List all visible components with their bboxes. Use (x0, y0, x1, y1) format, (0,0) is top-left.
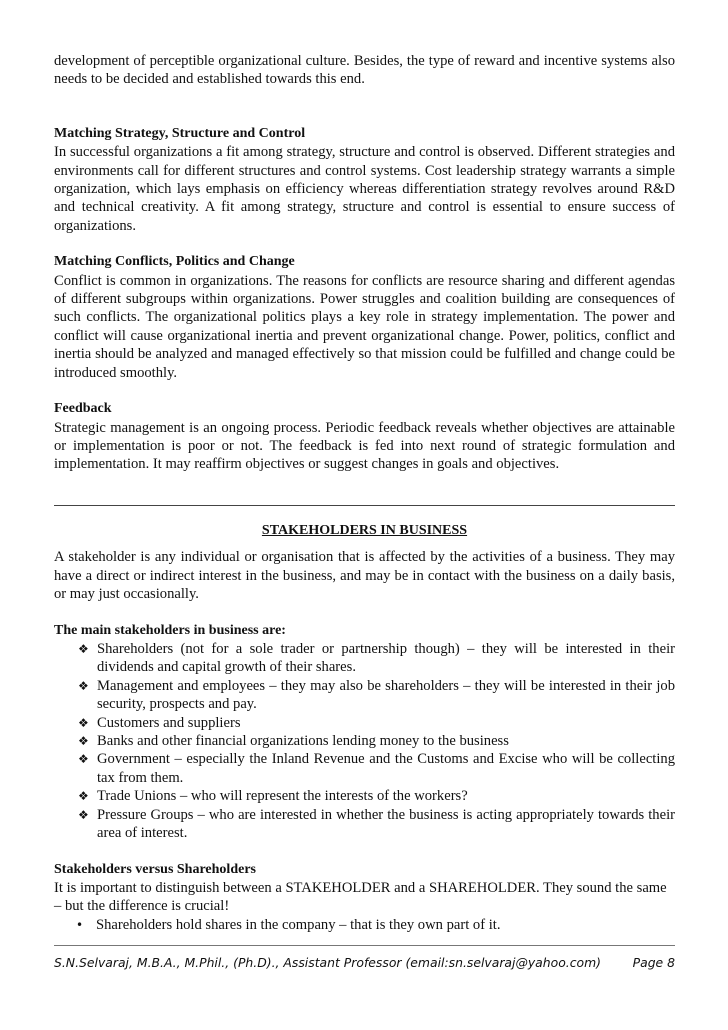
stakeholders-list (54, 640, 675, 842)
paragraph-stakeholders-vs-shareholders: It is important to distinguish between a STAKEHOLDER and a SHAREHOLDER. They sound the same – but the difference is crucial! (54, 879, 667, 915)
footer-divider (54, 945, 675, 946)
paragraph-matching-conflicts: Conflict is common in organizations. The reasons for conflicts are resource sharing and different agendas of different subgroups within organizations. Power struggles and coalition building are consequences of such conflicts. The organizational politics plays a key role in strategy implementation. The power and conflict will cause organizational inertia and prevent organizational change. Power, politics, conflict and inertia should be analyzed and managed effectively so that mission could be fulfilled and change could be introduced smoothly. (54, 272, 675, 381)
heading-matching-strategy: Matching Strategy, Structure and Control (54, 125, 306, 141)
stakeholder-definition: A stakeholder is any individual or organisation that is affected by the activities of a business. They may have a direct or indirect interest in the business, and may be in contact with the business on a daily basis, or may just occasionally. (54, 549, 675, 603)
list-item: ❖ Customers and suppliers (78, 714, 241, 731)
footer-author: S.N.Selvaraj, M.B.A., M.Phil., (Ph.D)., Assistant Professor (email:sn.selvaraj@yahoo.com) (54, 955, 602, 970)
intro-paragraph: development of perceptible organizational culture. Besides, the type of reward and incentive systems also needs to be decided and established towards this end. (54, 53, 675, 88)
heading-stakeholders-vs-shareholders: Stakeholders versus Shareholders (54, 861, 256, 877)
list-item: ❖ Shareholders (not for a sole trader or partnership though) – they will be interested in their dividends and capital growth of their shares. (78, 641, 675, 676)
diamond-bullet-icon: ❖ (78, 715, 89, 730)
document-page (54, 52, 675, 474)
paragraph-feedback: Strategic management is an ongoing process. Periodic feedback reveals whether objectives are attainable or implementation is poor or not. The feedback is fed into next round of strategic formulation and implementation. It may reaffirm objectives or suggest changes in goals and objectives. (54, 419, 675, 473)
stakeholders-title: STAKEHOLDERS IN BUSINESS (261, 523, 468, 538)
list-item: ❖ Trade Unions – who will represent the interests of the workers? (78, 788, 468, 805)
list-item: ❖ Banks and other financial organizations lending money to the business (78, 733, 509, 750)
list-item: • Shareholders hold shares in the company – that is they own part of it. (76, 916, 501, 933)
page-number: Page 8 (632, 955, 675, 970)
list-item: ❖ Government – especially the Inland Revenue and the Customs and Excise who will be collecting tax from them. (78, 751, 675, 786)
diamond-bullet-icon: ❖ (78, 734, 89, 749)
diamond-bullet-icon: ❖ (78, 678, 89, 693)
heading-feedback: Feedback (54, 401, 112, 417)
diamond-bullet-icon: ❖ (78, 789, 89, 804)
page-footer (54, 955, 675, 970)
heading-matching-conflicts: Matching Conflicts, Politics and Change (54, 254, 295, 270)
diamond-bullet-icon: ❖ (78, 807, 89, 822)
diamond-bullet-icon: ❖ (78, 642, 89, 657)
paragraph-matching-strategy: In successful organizations a fit among strategy, structure and control is observed. Different strategies and environments call for different structures and control systems. Cost leadership strategy warrants a simple organization, which lays emphasis on efficiency whereas differentiation strategy revolves around R&D and technical creativity. A fit among strategy, structure and control is essential to ensure success of organizations. (54, 144, 675, 234)
list-item: ❖ Pressure Groups – who are interested in whether the business is acting appropriately towards their area of interest. (78, 806, 675, 842)
stakeholders-list-heading: The main stakeholders in business are: (54, 622, 286, 638)
diamond-bullet-icon: ❖ (78, 752, 89, 767)
disc-bullet-icon: • (76, 917, 84, 932)
stakeholders-section (54, 522, 675, 934)
shareholders-list (54, 916, 675, 934)
list-item: ❖ Management and employees – they may also be shareholders – they will be interested in their job security, prospects and pay. (78, 677, 675, 713)
section-divider (54, 505, 675, 506)
